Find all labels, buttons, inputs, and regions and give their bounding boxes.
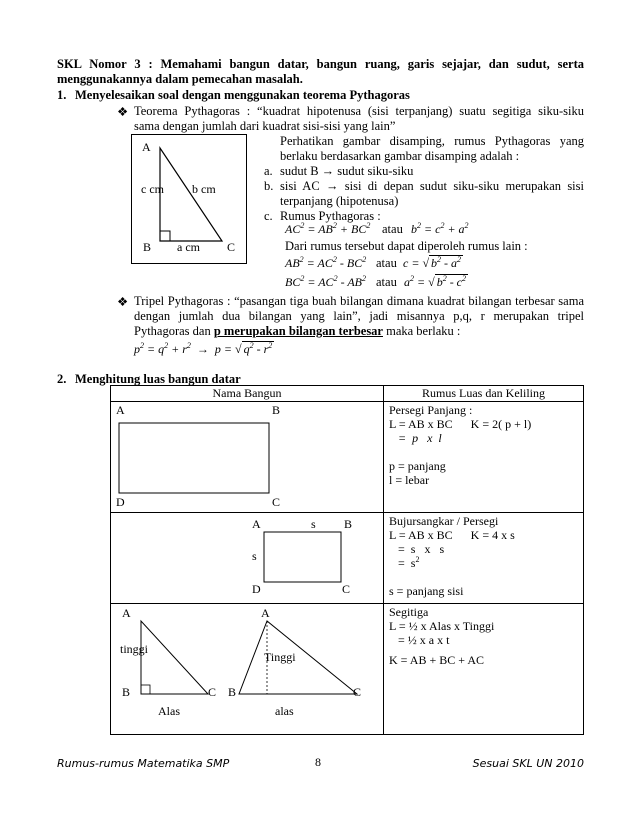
rectangle-figure-cell <box>111 402 384 513</box>
square-label-s-top: s <box>311 517 316 531</box>
section2-number: 2. <box>57 372 67 386</box>
formula-ac2: $AC^2 = AB^2 + BC^2$ <box>285 221 371 236</box>
rect-note2: l = lebar <box>389 473 430 487</box>
formula-ab2: $AB^2 = AC^2 - BC^2$ <box>285 255 367 270</box>
rect-note1: p = panjang <box>389 459 446 473</box>
label-a-side: a cm <box>177 240 200 254</box>
formula2-mid: = AC <box>303 256 333 270</box>
rectangle-shape <box>119 423 269 493</box>
section2-title: Menghitung luas bangun datar <box>75 372 241 386</box>
square-figure-cell <box>111 513 384 604</box>
table-row <box>111 513 584 604</box>
rect-name: Persegi Panjang : <box>389 403 473 417</box>
footer-left: Rumus-rumus Matematika SMP <box>57 757 230 770</box>
formula1-atau: atau <box>382 222 403 236</box>
tripel-line1: Tripel Pythagoras : “pasangan tiga buah bilangan dimana kuadrat bilangan terbesar sama <box>134 294 584 308</box>
label-c-side: c cm <box>141 182 164 196</box>
square-label-b: B <box>344 517 353 531</box>
triangle-formula3: K = AB + BC + AC <box>389 653 484 667</box>
tri1-label-tinggi: tinggi <box>120 642 149 656</box>
square-shape <box>264 532 341 582</box>
bullet-icon-2: ❖ <box>117 295 129 309</box>
oblique-triangle-shape <box>239 621 357 694</box>
square-name: Bujursangkar / Persegi <box>389 514 499 528</box>
theorem-line2: sama dengan jumlah dari kuadrat sisi-sisi yang lain” <box>134 119 396 133</box>
rectangle-figure <box>111 402 383 508</box>
tripel-line2: dengan jumlah dua bilangan yang lain”, jadi misannya p,q, r merupakan tripel <box>134 309 584 323</box>
skl-heading-line1: SKL Nomor 3 : Memahami bangun datar, bangun ruang, garis sejajar, dan sudut, serta <box>57 57 584 71</box>
intro-line2: berlaku berdasarkan gambar disamping adalah : <box>280 149 520 163</box>
formula2-left: AB <box>285 256 300 270</box>
tripel-line3-pre: Pythagoras dan <box>134 324 214 338</box>
formula1-left: AC <box>285 222 301 236</box>
formula1-alt: $b^2 = c^2 + a^2$ <box>411 221 469 236</box>
item-c-marker: c. <box>264 209 273 223</box>
formula3-alt-pre: a <box>404 275 410 289</box>
footer-right: Sesuai SKL UN 2010 <box>472 757 584 770</box>
square-note1: s = panjang sisi <box>389 584 464 598</box>
shapes-table <box>110 385 584 735</box>
section1-title: Menyelesaikan soal dengan menggunakan teorema Pythagoras <box>75 88 410 102</box>
square-formula3: = s <box>389 556 416 570</box>
square-formula3-wrap: = $s^2$ <box>389 555 420 570</box>
tripel-line3 <box>134 324 460 339</box>
col-shape-header: Nama Bangun <box>111 386 384 402</box>
tri1-label-b: B <box>122 685 131 699</box>
label-b: B <box>143 240 152 254</box>
rect-label-c: C <box>272 495 281 508</box>
formula3-mid: = AC <box>304 275 334 289</box>
tripel-emphasis: p merupakan bilangan terbesar <box>213 324 383 338</box>
square-label-s-left: s <box>252 549 257 563</box>
right-triangle-shape <box>141 621 208 694</box>
square-label-c: C <box>342 582 351 596</box>
label-b-side: b cm <box>192 182 216 196</box>
tripel-formula: $p^2 = q^2 + r^2 \to p$ = √ $q^2 - r^2$ <box>134 341 273 356</box>
tri1-label-a: A <box>122 606 131 620</box>
item-a-text: sudut B → sudut siku-siku <box>280 164 414 178</box>
triangle-formula-cell <box>384 604 584 735</box>
section1-number: 1. <box>57 88 67 102</box>
tripel-line3-post: maka berlaku : <box>382 324 461 338</box>
item-b-line2: terpanjang (hipotenusa) <box>280 194 399 208</box>
triangle-formula2: = ½ x a x t <box>389 633 450 647</box>
tri2-label-b: B <box>228 685 237 699</box>
rect-formula1: L = AB x BC K = 2( p + l) <box>389 417 532 431</box>
tri1-label-alas: Alas <box>158 704 180 718</box>
triangle-formula1: L = ½ x Alas x Tinggi <box>389 619 495 633</box>
right-angle-marker <box>141 685 150 694</box>
formula1-mid: = AB <box>304 222 333 236</box>
formula2-alt-pre: c = <box>403 256 420 270</box>
rect-label-d: D <box>116 495 125 508</box>
skl-heading-line2: menggunakannya dalam pemecahan masalah. <box>57 72 303 86</box>
derive-text: Dari rumus tersebut dapat diperoleh rumus lain : <box>285 239 528 253</box>
formula2-alt: c = √ $b^2 - a^2$ <box>403 255 462 270</box>
page-number: 8 <box>315 755 321 769</box>
formula2-right: - BC <box>336 256 363 270</box>
formula2-atau: atau <box>376 256 397 270</box>
col-formula-header: Rumus Luas dan Keliling <box>384 386 584 402</box>
rect-label-a: A <box>116 403 125 417</box>
formula1-right: + BC <box>336 222 367 236</box>
tri2-label-a: A <box>261 606 270 620</box>
bullet-icon: ❖ <box>117 105 129 119</box>
table-row <box>111 604 584 735</box>
item-b-marker: b. <box>264 179 274 193</box>
formula3-left: BC <box>285 275 301 289</box>
right-angle-marker <box>160 231 170 241</box>
label-c: C <box>227 240 236 254</box>
triangle-name: Segitiga <box>389 605 429 619</box>
formula3-alt: $a^2$ = √ $b^2 - c^2$ <box>404 274 467 289</box>
label-a: A <box>142 140 151 154</box>
item-c-text: Rumus Pythagoras : <box>280 209 381 223</box>
formula3-right: - AB <box>337 275 363 289</box>
square-formula1: L = AB x BC K = 4 x s <box>389 528 515 542</box>
rect-formula2: = p x l <box>389 431 442 445</box>
formula-bc2: $BC^2 = AC^2 - AB^2$ <box>285 274 367 289</box>
triangle-figure-cell <box>111 604 384 735</box>
intro-line1: Perhatikan gambar disamping, rumus Pythagoras yang <box>280 134 584 148</box>
square-figure <box>111 513 383 599</box>
square-label-d: D <box>252 582 261 596</box>
tri2-label-tinggi: Tinggi <box>264 650 296 664</box>
square-label-a: A <box>252 517 261 531</box>
formula3-atau: atau <box>376 275 397 289</box>
right-triangle-figure <box>131 134 247 264</box>
tri2-label-alas: alas <box>275 704 294 718</box>
theorem-line1: Teorema Pythagoras : “kuadrat hipotenusa (sisi terpanjang) suatu segitiga siku-siku <box>134 104 584 118</box>
rectangle-formula-cell <box>384 402 584 513</box>
tri2-label-c: C <box>353 685 362 699</box>
triangle-figures <box>111 604 383 730</box>
tri1-label-c: C <box>208 685 217 699</box>
square-formula2: = s x s <box>389 542 445 556</box>
item-a-marker: a. <box>264 164 273 178</box>
square-formula-cell <box>384 513 584 604</box>
table-row <box>111 402 584 513</box>
item-b-line1: sisi AC → sisi di depan sudut siku-siku merupakan sisi <box>280 179 584 193</box>
formula1-alt-b: b <box>411 222 417 236</box>
rect-label-b: B <box>272 403 281 417</box>
